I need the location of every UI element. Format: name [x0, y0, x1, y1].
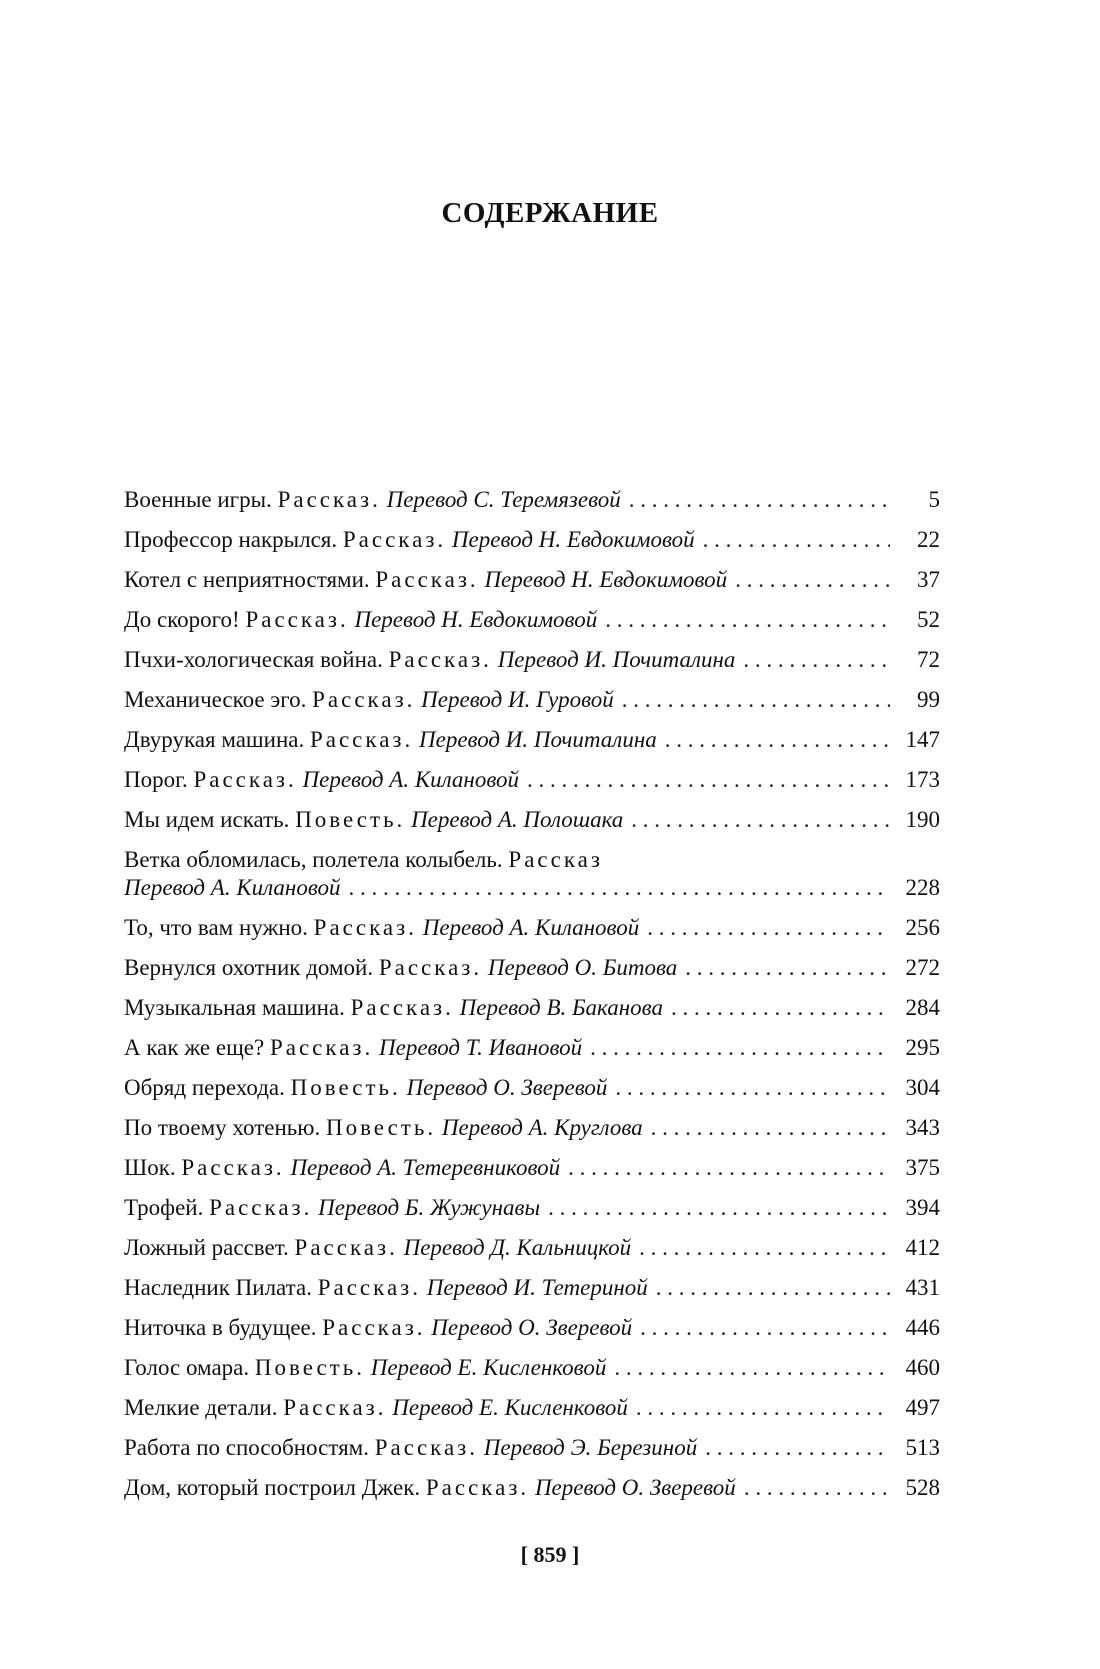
dot-leader — [636, 1388, 890, 1428]
toc-entry[interactable] — [124, 480, 940, 520]
story-kind: Рассказ. — [309, 727, 414, 752]
dot-leader — [671, 988, 890, 1028]
translator: Перевод Е. Кисленковой — [370, 1355, 607, 1380]
toc-entry[interactable] — [124, 800, 940, 840]
toc-entry-text — [124, 1148, 560, 1188]
toc-entry[interactable] — [124, 1028, 940, 1068]
page-number: 52 — [917, 607, 940, 632]
page-number: 5 — [928, 487, 940, 512]
page-number: 304 — [905, 1075, 940, 1100]
toc-entry-text — [124, 1268, 648, 1308]
dot-leader — [703, 520, 890, 560]
story-title: То, что вам нужно. — [124, 915, 308, 940]
page-number: 460 — [905, 1355, 940, 1380]
story-title: Мы идем искать. — [124, 807, 290, 832]
toc-entry-text — [124, 1428, 697, 1468]
translator: Перевод С. Теремязевой — [386, 487, 621, 512]
page-number: 528 — [905, 1475, 940, 1500]
translator: Перевод Э. Березиной — [483, 1435, 698, 1460]
page-number: 431 — [905, 1275, 940, 1300]
story-kind: Рассказ. — [245, 607, 349, 632]
story-kind: Повесть. — [325, 1115, 437, 1140]
story-kind: Рассказ. — [374, 1435, 479, 1460]
story-title: Вернулся охотник домой. — [124, 955, 374, 980]
toc-entry-text — [124, 480, 621, 520]
toc-entry-text — [124, 1388, 628, 1428]
dot-leader — [656, 1268, 890, 1308]
translator: Перевод В. Баканова — [459, 995, 663, 1020]
story-title: Порог. — [124, 767, 188, 792]
story-title: Двурукая машина. — [124, 727, 305, 752]
story-kind: Рассказ. — [193, 767, 297, 792]
page-number: 22 — [917, 527, 940, 552]
dot-leader — [590, 1028, 890, 1068]
page-number: 284 — [905, 995, 940, 1020]
dot-leader — [548, 1188, 890, 1228]
toc-entry-text — [124, 1228, 631, 1268]
page-folio: [ 859 ] — [520, 1542, 580, 1567]
story-title: Пчхи-хологическая война. — [124, 647, 383, 672]
translator: Перевод Б. Жужунавы — [318, 1195, 541, 1220]
dot-leader — [615, 1068, 890, 1108]
page-number: 37 — [917, 567, 940, 592]
toc-entry[interactable] — [124, 720, 940, 760]
page-number: 272 — [905, 955, 940, 980]
toc-entry-text — [124, 800, 623, 840]
translator: Перевод А. Килановой — [124, 875, 341, 900]
toc-entry[interactable] — [124, 1428, 940, 1468]
dot-leader — [622, 680, 890, 720]
toc-entry-text — [124, 988, 663, 1028]
story-title: Шок. — [124, 1155, 176, 1180]
toc-entry[interactable] — [124, 520, 940, 560]
toc-entry[interactable] — [124, 1308, 940, 1348]
translator: Перевод О. Зверевой — [431, 1315, 633, 1340]
translator: Перевод О. Битова — [487, 955, 678, 980]
toc-entry-text — [124, 1068, 607, 1108]
dot-leader — [665, 720, 890, 760]
page-number: 375 — [905, 1155, 940, 1180]
translator: Перевод И. Тетериной — [426, 1275, 648, 1300]
story-kind: Повесть. — [254, 1355, 365, 1380]
toc-entry-text — [124, 760, 519, 800]
toc-entry-text — [124, 560, 727, 600]
translator: Перевод А. Килановой — [422, 915, 640, 940]
translator: Перевод Т. Ивановой — [379, 1035, 583, 1060]
page-number: 513 — [905, 1435, 940, 1460]
story-kind: Повесть. — [295, 807, 406, 832]
toc-entry[interactable] — [124, 948, 940, 988]
page-number: 190 — [905, 807, 940, 832]
page-number: 446 — [905, 1315, 940, 1340]
toc-entry-text — [124, 600, 597, 640]
page-number: 295 — [905, 1035, 940, 1060]
toc-entry[interactable] — [124, 1188, 940, 1228]
toc-entry[interactable] — [124, 1268, 940, 1308]
toc-entry[interactable] — [124, 680, 940, 720]
story-title: До скорого! — [124, 607, 240, 632]
toc-entry-text — [124, 1108, 643, 1148]
dot-leader — [744, 1468, 890, 1508]
toc-entry[interactable] — [124, 640, 940, 680]
toc-entry-text — [124, 1028, 582, 1068]
page-number: 256 — [905, 915, 940, 940]
dot-leader — [743, 640, 890, 680]
story-title: Наследник Пилата. — [124, 1275, 312, 1300]
story-kind: Рассказ. — [209, 1195, 313, 1220]
dot-leader — [685, 948, 890, 988]
toc-entry[interactable] — [124, 846, 940, 902]
dot-leader — [614, 1348, 890, 1388]
translator: Перевод А. Тетеревниковой — [290, 1155, 561, 1180]
dot-leader — [647, 908, 890, 948]
story-title: По твоему хотенью. — [124, 1115, 321, 1140]
story-kind: Рассказ. — [277, 487, 381, 512]
translator: Перевод Н. Евдокимовой — [354, 607, 598, 632]
translator: Перевод Н. Евдокимовой — [451, 527, 695, 552]
translator: Перевод О. Зверевой — [534, 1475, 736, 1500]
story-title: Дом, который построил Джек. — [124, 1475, 421, 1500]
toc-entry[interactable] — [124, 600, 940, 640]
toc-entry-text — [124, 908, 639, 948]
story-kind: Рассказ. — [375, 567, 479, 592]
dot-leader — [735, 560, 890, 600]
story-kind: Рассказ. — [388, 647, 492, 672]
dot-leader — [651, 1108, 890, 1148]
page-number: 497 — [905, 1395, 940, 1420]
story-kind: Рассказ. — [312, 687, 416, 712]
toc-entry[interactable] — [124, 760, 940, 800]
translator: Перевод Е. Кисленковой — [392, 1395, 628, 1420]
toc-entry-text — [124, 680, 614, 720]
toc-entry-text — [124, 640, 735, 680]
translator: Перевод И. Почиталина — [419, 727, 657, 752]
page-number: 99 — [917, 687, 940, 712]
toc-entry-text — [124, 720, 657, 760]
page-number: 228 — [905, 875, 940, 900]
story-kind: Рассказ. — [294, 1235, 398, 1260]
story-title: Мелкие детали. — [124, 1395, 278, 1420]
story-title: Ложный рассвет. — [124, 1235, 289, 1260]
translator: Перевод Д. Кальницкой — [403, 1235, 632, 1260]
toc-entry-line-1 — [124, 846, 940, 874]
story-title: А как же еще? — [124, 1035, 265, 1060]
story-title: Котел с неприятностями. — [124, 567, 370, 592]
translator: Перевод И. Гуровой — [421, 687, 614, 712]
toc-entry[interactable] — [124, 1228, 940, 1268]
translator: Перевод Н. Евдокимовой — [484, 567, 728, 592]
toc-entry[interactable] — [124, 1468, 940, 1508]
dot-leader — [639, 1228, 890, 1268]
story-title: Механическое эго. — [124, 687, 307, 712]
table-of-contents — [124, 480, 940, 1508]
story-kind: Повесть. — [290, 1075, 401, 1100]
toc-entry-line-2 — [124, 874, 940, 902]
story-kind: Рассказ. — [322, 1315, 426, 1340]
story-kind: Рассказ. — [283, 1395, 387, 1420]
story-kind: Рассказ. — [317, 1275, 421, 1300]
dot-leader — [349, 874, 890, 902]
page-title: СОДЕРЖАНИЕ — [441, 197, 659, 230]
page-number: 147 — [905, 727, 940, 752]
toc-entry-text — [124, 520, 695, 560]
dot-leader — [640, 1308, 890, 1348]
toc-entry[interactable] — [124, 1068, 940, 1108]
toc-entry[interactable] — [124, 560, 940, 600]
page-number: 412 — [905, 1235, 940, 1260]
dot-leader — [629, 480, 890, 520]
story-title: Ветка обломилась, полетела колыбель. — [124, 847, 503, 872]
story-title: Ниточка в будущее. — [124, 1315, 317, 1340]
translator: Перевод А. Круглова — [441, 1115, 643, 1140]
toc-entry[interactable] — [124, 1348, 940, 1388]
toc-entry[interactable] — [124, 1148, 940, 1188]
story-kind: Рассказ. — [425, 1475, 530, 1500]
dot-leader — [527, 760, 890, 800]
story-title: Военные игры. — [124, 487, 272, 512]
toc-entry-text — [124, 1308, 632, 1348]
toc-entry[interactable] — [124, 1108, 940, 1148]
story-title: Голос омара. — [124, 1355, 250, 1380]
toc-entry-text — [124, 1468, 736, 1508]
story-kind: Рассказ. — [350, 995, 454, 1020]
story-kind: Рассказ. — [313, 915, 417, 940]
page-number: 72 — [917, 647, 940, 672]
toc-entry-text — [124, 1348, 606, 1388]
dot-leader — [568, 1148, 890, 1188]
translator: Перевод А. Килановой — [302, 767, 520, 792]
translator: Перевод О. Зверевой — [406, 1075, 608, 1100]
story-title: Профессор накрылся. — [124, 527, 338, 552]
dot-leader — [631, 800, 890, 840]
page-number: 173 — [905, 767, 940, 792]
story-title: Трофей. — [124, 1195, 204, 1220]
toc-entry[interactable] — [124, 908, 940, 948]
dot-leader — [605, 600, 890, 640]
translator: Перевод А. Полошака — [411, 807, 624, 832]
page-number: 394 — [905, 1195, 940, 1220]
story-kind: Рассказ. — [342, 527, 447, 552]
story-kind: Рассказ — [508, 847, 603, 872]
story-kind: Рассказ. — [269, 1035, 374, 1060]
page-number: 343 — [905, 1115, 940, 1140]
translator: Перевод И. Почиталина — [497, 647, 736, 672]
toc-entry[interactable] — [124, 1388, 940, 1428]
story-title: Музыкальная машина. — [124, 995, 345, 1020]
dot-leader — [705, 1428, 890, 1468]
toc-entry[interactable] — [124, 988, 940, 1028]
story-title: Обряд перехода. — [124, 1075, 285, 1100]
story-kind: Рассказ. — [181, 1155, 285, 1180]
story-kind: Рассказ. — [378, 955, 483, 980]
story-title: Работа по способностям. — [124, 1435, 369, 1460]
toc-entry-text — [124, 1188, 540, 1228]
toc-entry-text — [124, 948, 677, 988]
